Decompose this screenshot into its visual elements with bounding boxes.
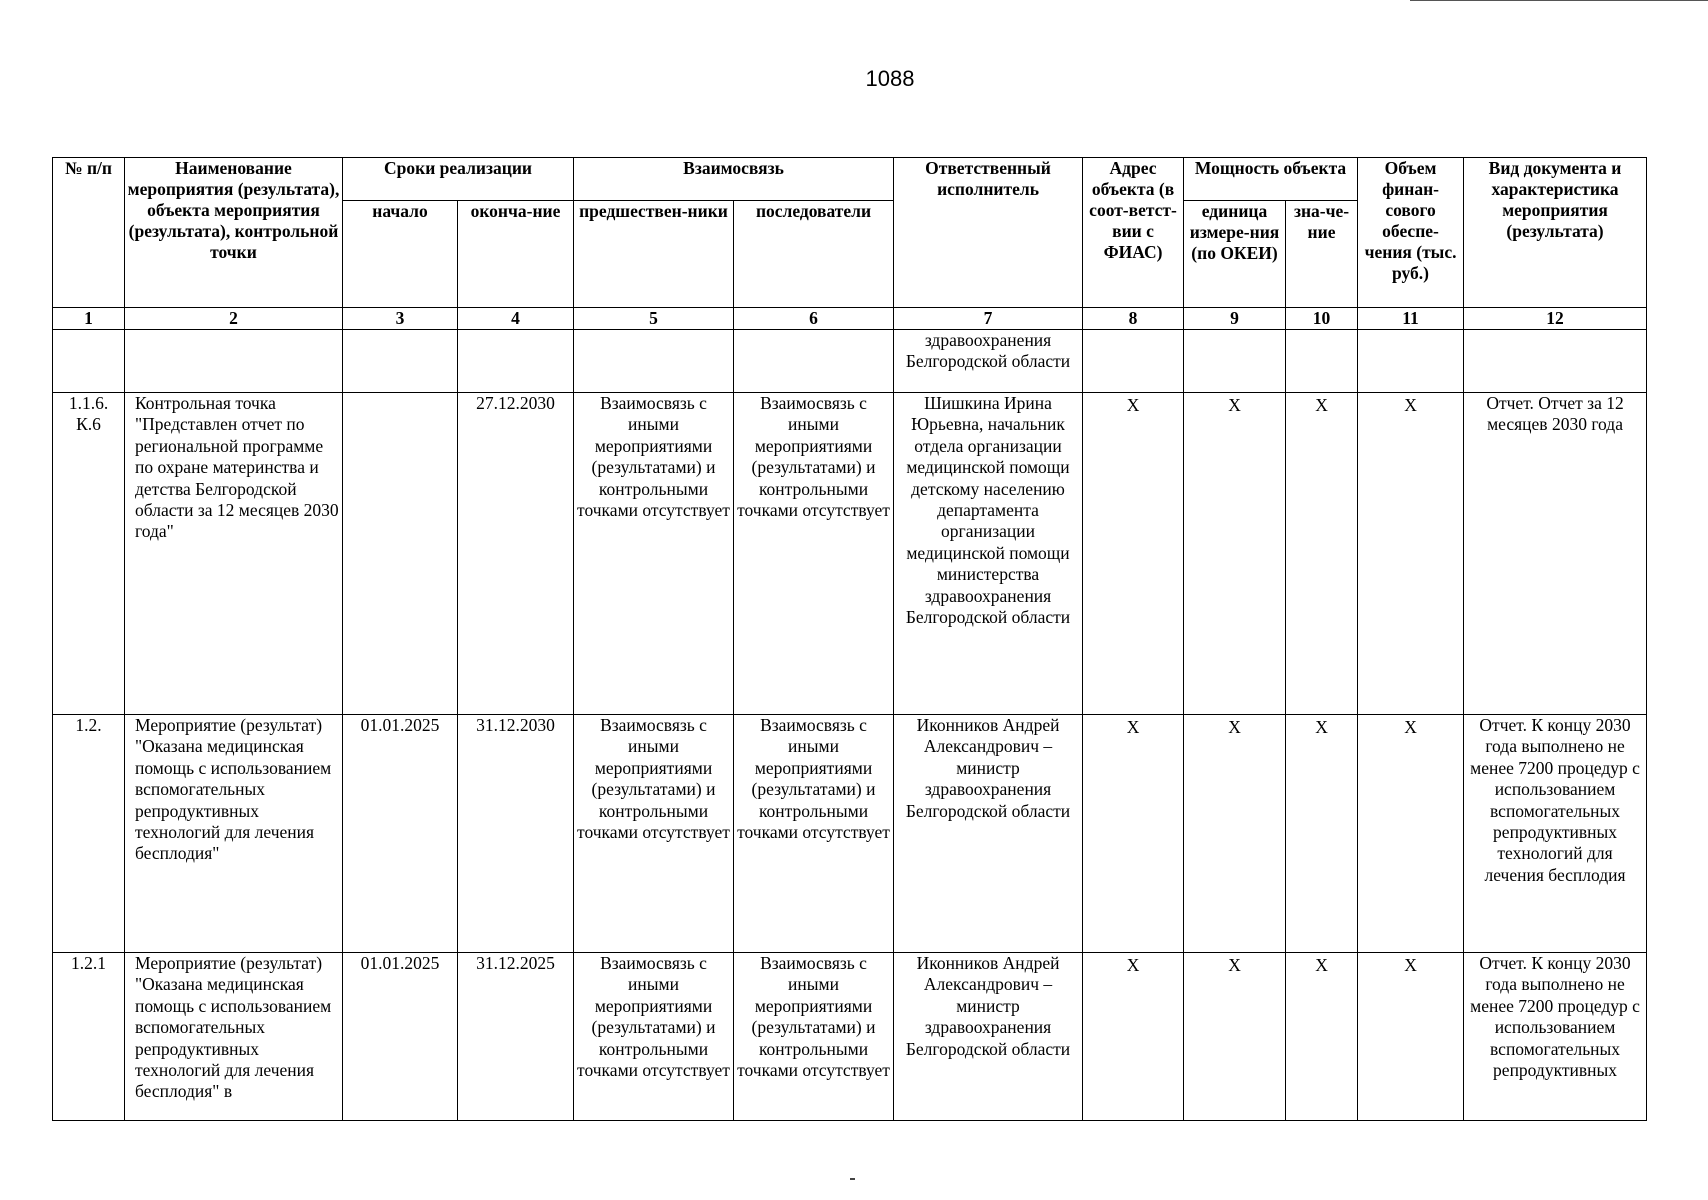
row-responsible: Шишкина Ирина Юрьевна, начальник отдела организации медицинской помощи детскому населению департамента организации медицинской помощи министерства здравоохранения Белгородской области: [894, 393, 1083, 715]
row-unit: X: [1184, 953, 1286, 1121]
table-cell: [734, 330, 894, 393]
row-predecessors: Взаимосвязь с иными мероприятиями (результатами) и контрольными точками отсутствует: [574, 715, 734, 953]
table-row-continuation: [53, 330, 1647, 393]
row-volume: X: [1358, 393, 1464, 715]
row-address: X: [1083, 953, 1184, 1121]
header-name: Наименование мероприятия (результата), объекта мероприятия (результата), контрольной точки: [125, 158, 343, 308]
column-number: 11: [1358, 308, 1464, 330]
responsible-cell: здравоохранения Белгородской области: [894, 330, 1083, 393]
row-start: [343, 393, 458, 715]
row-volume: X: [1358, 953, 1464, 1121]
row-predecessors: [574, 953, 734, 1121]
top-edge-line: [1410, 0, 1708, 1]
page-number: 1088: [865, 66, 915, 91]
column-number: 1: [53, 308, 125, 330]
column-number: 7: [894, 308, 1083, 330]
column-number: 4: [458, 308, 574, 330]
row-doc-type: [1464, 953, 1647, 1121]
row-unit: X: [1184, 393, 1286, 715]
table-row: [53, 953, 1647, 1121]
row-name: Мероприятие (результат) "Оказана медицинская помощь с использованием вспомогательных репродуктивных технологий для лечения бесплодия": [125, 715, 343, 953]
column-number: 2: [125, 308, 343, 330]
scan-mark: [850, 1178, 855, 1180]
row-end: 27.12.2030: [458, 393, 574, 715]
table-row: [53, 715, 1647, 953]
table-row: [53, 393, 1647, 715]
header-end: оконча-ние: [458, 201, 574, 308]
table-cell: [1358, 330, 1464, 393]
row-followers: Взаимосвязь с иными мероприятиями (результатами) и контрольными точками отсутствует: [734, 393, 894, 715]
row-num: 1.1.6. К.6: [53, 393, 125, 715]
table-cell: [125, 330, 343, 393]
row-value: X: [1286, 715, 1358, 953]
row-end-text: 31.12.2025: [476, 953, 555, 973]
table-cell: [1083, 330, 1184, 393]
row-address: X: [1083, 393, 1184, 715]
table-cell: [574, 330, 734, 393]
column-number: 8: [1083, 308, 1184, 330]
table-cell: [458, 330, 574, 393]
table-cell: [53, 330, 125, 393]
table-cell: [1184, 330, 1286, 393]
table-cell: [1286, 330, 1358, 393]
row-end: 31.12.2030: [458, 715, 574, 953]
row-followers: [734, 953, 894, 1121]
header-num: № п/п: [53, 158, 125, 308]
row-value: X: [1286, 393, 1358, 715]
header-start: начало: [343, 201, 458, 308]
row-doc-type-text: Отчет. К концу 2030 года выполнено не менее 7200 процедур с использованием вспомогательных репродуктивных: [1470, 953, 1640, 1081]
column-number: 10: [1286, 308, 1358, 330]
header-responsible: Ответственный исполнитель: [894, 158, 1083, 308]
row-responsible: Иконников Андрей Александрович – министр здравоохранения Белгородской области: [894, 715, 1083, 953]
row-name-text: Мероприятие (результат) "Оказана медицинская помощь с использованием вспомогательных репродуктивных технологий для лечения бесплодия" в: [135, 953, 332, 1102]
row-name: Контрольная точка "Представлен отчет по региональной программе по охране материнства и детства Белгородской области за 12 месяцев 2030 года": [125, 393, 343, 715]
header-unit: единица измере-ния (по ОКЕИ): [1184, 201, 1286, 308]
header-address: Адрес объекта (в соот-ветст-вии с ФИАС): [1083, 158, 1184, 308]
row-responsible-text: Иконников Андрей Александрович – министр здравоохранения Белгородской области: [905, 953, 1071, 1059]
header-terms: Сроки реализации: [343, 158, 574, 201]
column-number: 9: [1184, 308, 1286, 330]
table-cell: [343, 330, 458, 393]
row-followers-text: Взаимосвязь с иными мероприятиями (результатами) и контрольными точками отсутствует: [737, 953, 890, 1081]
row-name: [125, 953, 343, 1121]
row-start: [343, 953, 458, 1121]
header-doc-type: Вид документа и характеристика мероприятия (результата): [1464, 158, 1647, 308]
column-number: 12: [1464, 308, 1647, 330]
column-number: 3: [343, 308, 458, 330]
row-num: 1.2.: [53, 715, 125, 953]
row-num: [53, 953, 125, 1121]
header-predecessors: предшествен-ники: [574, 201, 734, 308]
row-num-text: 1.2.1: [71, 953, 106, 973]
column-number: 6: [734, 308, 894, 330]
row-start: 01.01.2025: [343, 715, 458, 953]
header-capacity: Мощность объекта: [1184, 158, 1358, 201]
row-followers: Взаимосвязь с иными мероприятиями (результатами) и контрольными точками отсутствует: [734, 715, 894, 953]
row-start-text: 01.01.2025: [360, 953, 440, 973]
row-volume: X: [1358, 715, 1464, 953]
header-volume: Объем финан-сового обеспе-чения (тыс. руб.): [1358, 158, 1464, 308]
table-cell: [1464, 330, 1647, 393]
row-doc-type: Отчет. К концу 2030 года выполнено не менее 7200 процедур с использованием вспомогательных репродуктивных технологий для лечения бесплодия: [1464, 715, 1647, 953]
row-predecessors: Взаимосвязь с иными мероприятиями (результатами) и контрольными точками отсутствует: [574, 393, 734, 715]
row-value: X: [1286, 953, 1358, 1121]
header-value: зна-че-ние: [1286, 201, 1358, 308]
row-end: [458, 953, 574, 1121]
row-predecessors-text: Взаимосвязь с иными мероприятиями (результатами) и контрольными точками отсутствует: [577, 953, 730, 1081]
row-address: X: [1083, 715, 1184, 953]
row-doc-type: Отчет. Отчет за 12 месяцев 2030 года: [1464, 393, 1647, 715]
header-relation: Взаимосвязь: [574, 158, 894, 201]
column-number: 5: [574, 308, 734, 330]
implementation-plan-table: [52, 157, 1647, 1121]
row-unit: X: [1184, 715, 1286, 953]
header-followers: последователи: [734, 201, 894, 308]
row-responsible: [894, 953, 1083, 1121]
